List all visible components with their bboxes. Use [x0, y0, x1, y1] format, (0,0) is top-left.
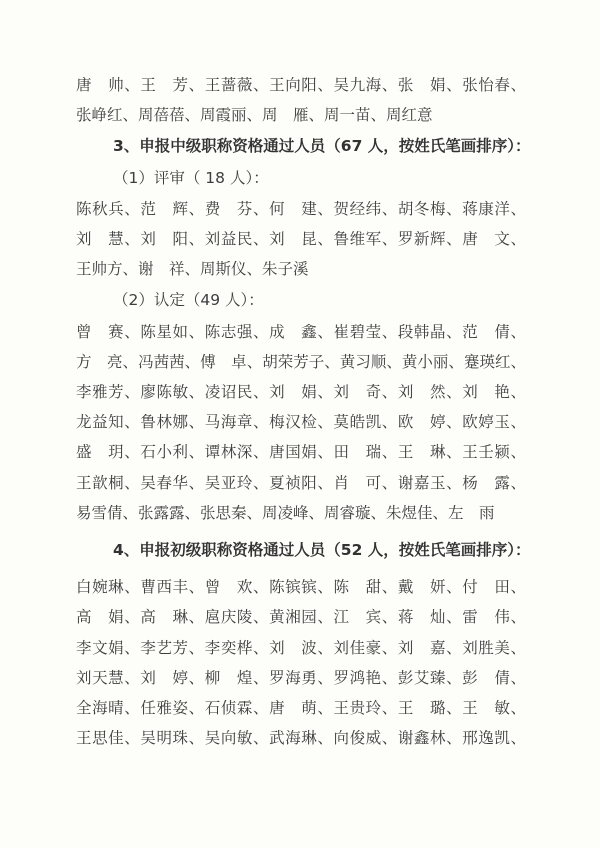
name-list-line: 李文娟、李艺芳、李奕桦、刘 波、刘佳豪、刘 嘉、刘胜美、 — [76, 638, 526, 657]
name-list-line: 刘天慧、刘 婷、柳 煌、罗海勇、罗鸿艳、彭艾臻、彭 倩、 — [76, 668, 526, 687]
name-list-line: 李雅芳、廖陈敏、凌诏民、刘 娟、刘 奇、刘 然、刘 艳、 — [76, 383, 526, 402]
name-list-line: 王思佳、吴明珠、吴向敏、武海琳、向俊威、谢鑫林、邢逸凯、 — [76, 729, 526, 748]
name-list-line: 王歆桐、吴春华、吴亚玲、夏祯阳、肖 可、谢嘉玉、杨 露、 — [76, 473, 526, 492]
name-list-line: 龙益知、鲁林娜、马海章、梅汉检、莫皓凯、欧 婷、欧婷玉、 — [76, 413, 526, 432]
name-list-line: 张峥红、周蓓蓓、周霞丽、周 雁、周一苗、周红意 — [76, 106, 433, 125]
name-list-line: 易雪倩、张露露、张思秦、周凌峰、周睿璇、朱煜佳、左 雨 — [76, 503, 495, 522]
junior-level-section-heading: 4、申报初级职称资格通过人员（52 人，按姓氏笔画排序）： — [113, 541, 531, 560]
name-list-line: 盛 玥、石小利、谭林深、唐国娟、田 瑞、王 琳、王壬颍、 — [76, 443, 526, 462]
name-list-line: 王帅方、谢 祥、周斯仪、朱子溪 — [76, 260, 309, 279]
name-list-line: 方 亮、冯茜茜、傅 卓、胡荣芳子、黄习顺、黄小丽、蹇瑛红、 — [76, 352, 526, 371]
name-list-line: 高 娟、高 琳、扈庆陵、黄湘园、江 宾、蒋 灿、雷 伟、 — [76, 608, 526, 627]
review-subheading: （1）评审（ 18 人）： — [113, 168, 269, 187]
name-list-line: 白婉琳、曹西丰、曾 欢、陈镔镔、陈 甜、戴 妍、付 田、 — [76, 578, 526, 597]
name-list-line: 刘 慧、刘 阳、刘益民、刘 昆、鲁维军、罗新辉、唐 文、 — [76, 230, 526, 249]
name-list-line: 唐 帅、王 芳、王蔷薇、王向阳、吴九海、张 娟、张怡春、 — [76, 76, 526, 94]
name-list-line: 全海晴、任雅姿、石侦霖、唐 萌、王贵玲、王 璐、王 敏、 — [76, 699, 526, 718]
name-list-line: 曾 赛、陈星如、陈志强、成 鑫、崔碧莹、段韩晶、范 倩、 — [76, 322, 526, 341]
recognition-subheading: （2）认定（49 人）： — [113, 291, 264, 310]
mid-level-section-heading: 3、申报中级职称资格通过人员（67 人，按姓氏笔画排序）： — [113, 137, 531, 156]
name-list-line: 陈秋兵、范 辉、费 芬、何 建、贺经纬、胡冬梅、蒋康洋、 — [76, 199, 526, 218]
